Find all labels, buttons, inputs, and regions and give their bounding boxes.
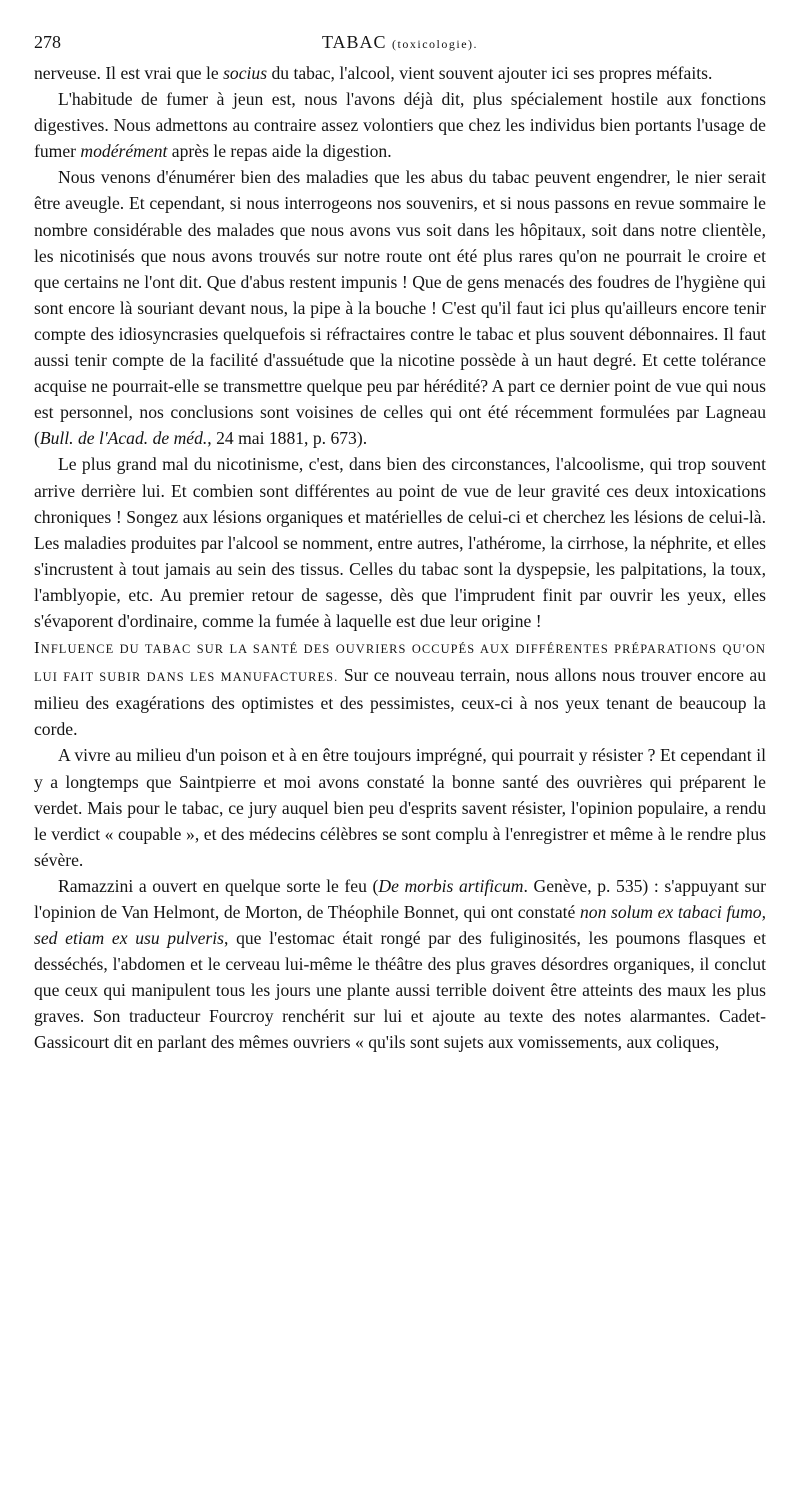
paragraph: [34, 742, 766, 872]
text-run: Le plus grand mal du nicotinisme, c'est, dans bien des circonstances, l'alcoolisme, qui trop souvent arrive derrière lui. Et combien sont différentes au point de vue de leur gravité ces deux intoxications chroniques ! Songez aux lésions organiques et matérielles de celui-ci et cherchez les lésions de celui-là. Les maladies produites par l'alcool se nomment, entre autres, l'athérome, la cirrhose, la néphrite, et elles s'incrustent à tout jamais au sein des tissus. Celles du tabac sont la dyspepsie, les palpitations, la toux, l'amblyopie, etc. Au premier retour de sagesse, dès que l'imprudent finit par ouvrir les yeux, elles s'évaporent d'ordinaire, comme la fumée à laquelle est due leur origine !: [34, 454, 766, 631]
italic-text: socius: [223, 63, 268, 83]
paragraph: [34, 60, 766, 86]
paragraph: [34, 86, 766, 164]
text-run: Nous venons d'énumérer bien des maladies que les abus du tabac peuvent engendrer, le nier serait être aveugle. Et cependant, si nous interrogeons nos souvenirs, et si nous passons en revue sommaire le nombre considérable des malades que nous avons vus soit dans les hôpitaux, soit dans notre clientèle, les nicotinisés que nous avons trouvés sur notre route ont été plus rares qu'on ne pourrait le croire et que certains ne l'ont dit. Que d'abus restent impunis ! Que de gens menacés des foudres de l'hygiène qui sont encore là souriant devant nous, la pipe à la bouche ! C'est qu'il faut ici plus qu'ailleurs encore tenir compte des idiosyncrasies quelquefois si réfractaires contre le tabac et plus souvent débonnaires. Il faut aussi tenir compte de la facilité d'assuétude que la nicotine possède à un haut degré. Et cette tolérance acquise ne pourrait-elle se transmettre quelque peu par hérédité? A part ce dernier point de vue qui nous est personnel, nos conclusions sont voisines de celles qui ont été récemment formulées par Lagneau (: [34, 167, 766, 449]
text-run: A vivre au milieu d'un poison et à en être toujours imprégné, qui pourrait y résister ? Et cependant il y a longtemps que Saintpierre et moi avons constaté la bonne santé des ouvrières qui préparent le verdet. Mais pour le tabac, ce jury auquel bien peu d'esprits savent résister, l'opinion populaire, a rendu le verdict « coupable », et des médecins célèbres se sont complu à l'enregistrer et même à le rendre plus sévère.: [34, 745, 766, 870]
running-title: [34, 32, 766, 53]
text-run: L'habitude de fumer à jeun est, nous l'avons déjà dit, plus spécialement hostile aux fonctions digestives. Nous admettons au contraire assez volontiers que chez les individus bien portants l'usage de fumer: [34, 89, 766, 162]
running-title-main: TABAC: [321, 32, 387, 52]
text-run: . Genève, p. 535) : s'appuyant sur l'opinion de Van Helmont, de Morton, de Théophile Bonnet, qui ont constaté: [34, 875, 766, 922]
text-run: Ramazzini a ouvert en quelque sorte le feu (: [58, 875, 379, 896]
text-run: , que l'estomac était rongé par des fuliginosités, les poumons flasques et desséchés, l'abdomen et le cerveau lui-même le théâtre des plus graves désordres organiques, il conclut que ceux qui manipulent tous les jours une plante aussi terrible doivent être atteints des maux les plus graves. Son traducteur Fourcroy renchérit sur lui et ajoute au texte des notes alarmantes. Cadet-Gassicourt dit en parlant des mêmes ouvriers « qu'ils sont sujets aux vomissements, aux coliques,: [34, 928, 766, 1053]
page-number: 278: [34, 32, 61, 52]
paragraph: [34, 634, 766, 742]
text-run: après le repas aide la digestion.: [167, 141, 392, 162]
body-text: [34, 60, 766, 1056]
text-run: du tabac, l'alcool, vient souvent ajouter ici ses propres méfaits.: [267, 63, 713, 83]
text-run: , 24 mai 1881, p. 673).: [207, 428, 368, 449]
italic-text: modérément: [80, 141, 168, 162]
italic-text: De morbis artificum: [378, 875, 524, 896]
text-run: nerveuse. Il est vrai que le: [34, 63, 224, 83]
paragraph: [34, 873, 766, 1056]
italic-text: non solum ex tabaci fumo, sed etiam ex usu pulveris: [34, 902, 767, 949]
section-heading: INFLUENCE DU TABAC SUR LA SANTÉ DES OUVRIERS OCCUPÉS AUX DIFFÉRENTES PRÉPARATIONS QU'ON LUI FAIT SUBIR DANS LES MANUFACTURES.: [34, 638, 766, 685]
running-title-subtitle: (toxicologie).: [392, 37, 479, 51]
paragraph: [34, 451, 766, 634]
italic-text: Bull. de l'Acad. de méd.: [39, 428, 208, 449]
text-run: Sur ce nouveau terrain, nous allons nous trouver encore au milieu des exagérations des optimistes et des pessimistes, ceux-ci à nos yeux tenant de beaucoup la corde.: [34, 665, 766, 740]
running-head: [34, 22, 766, 52]
paragraph: [34, 164, 766, 451]
